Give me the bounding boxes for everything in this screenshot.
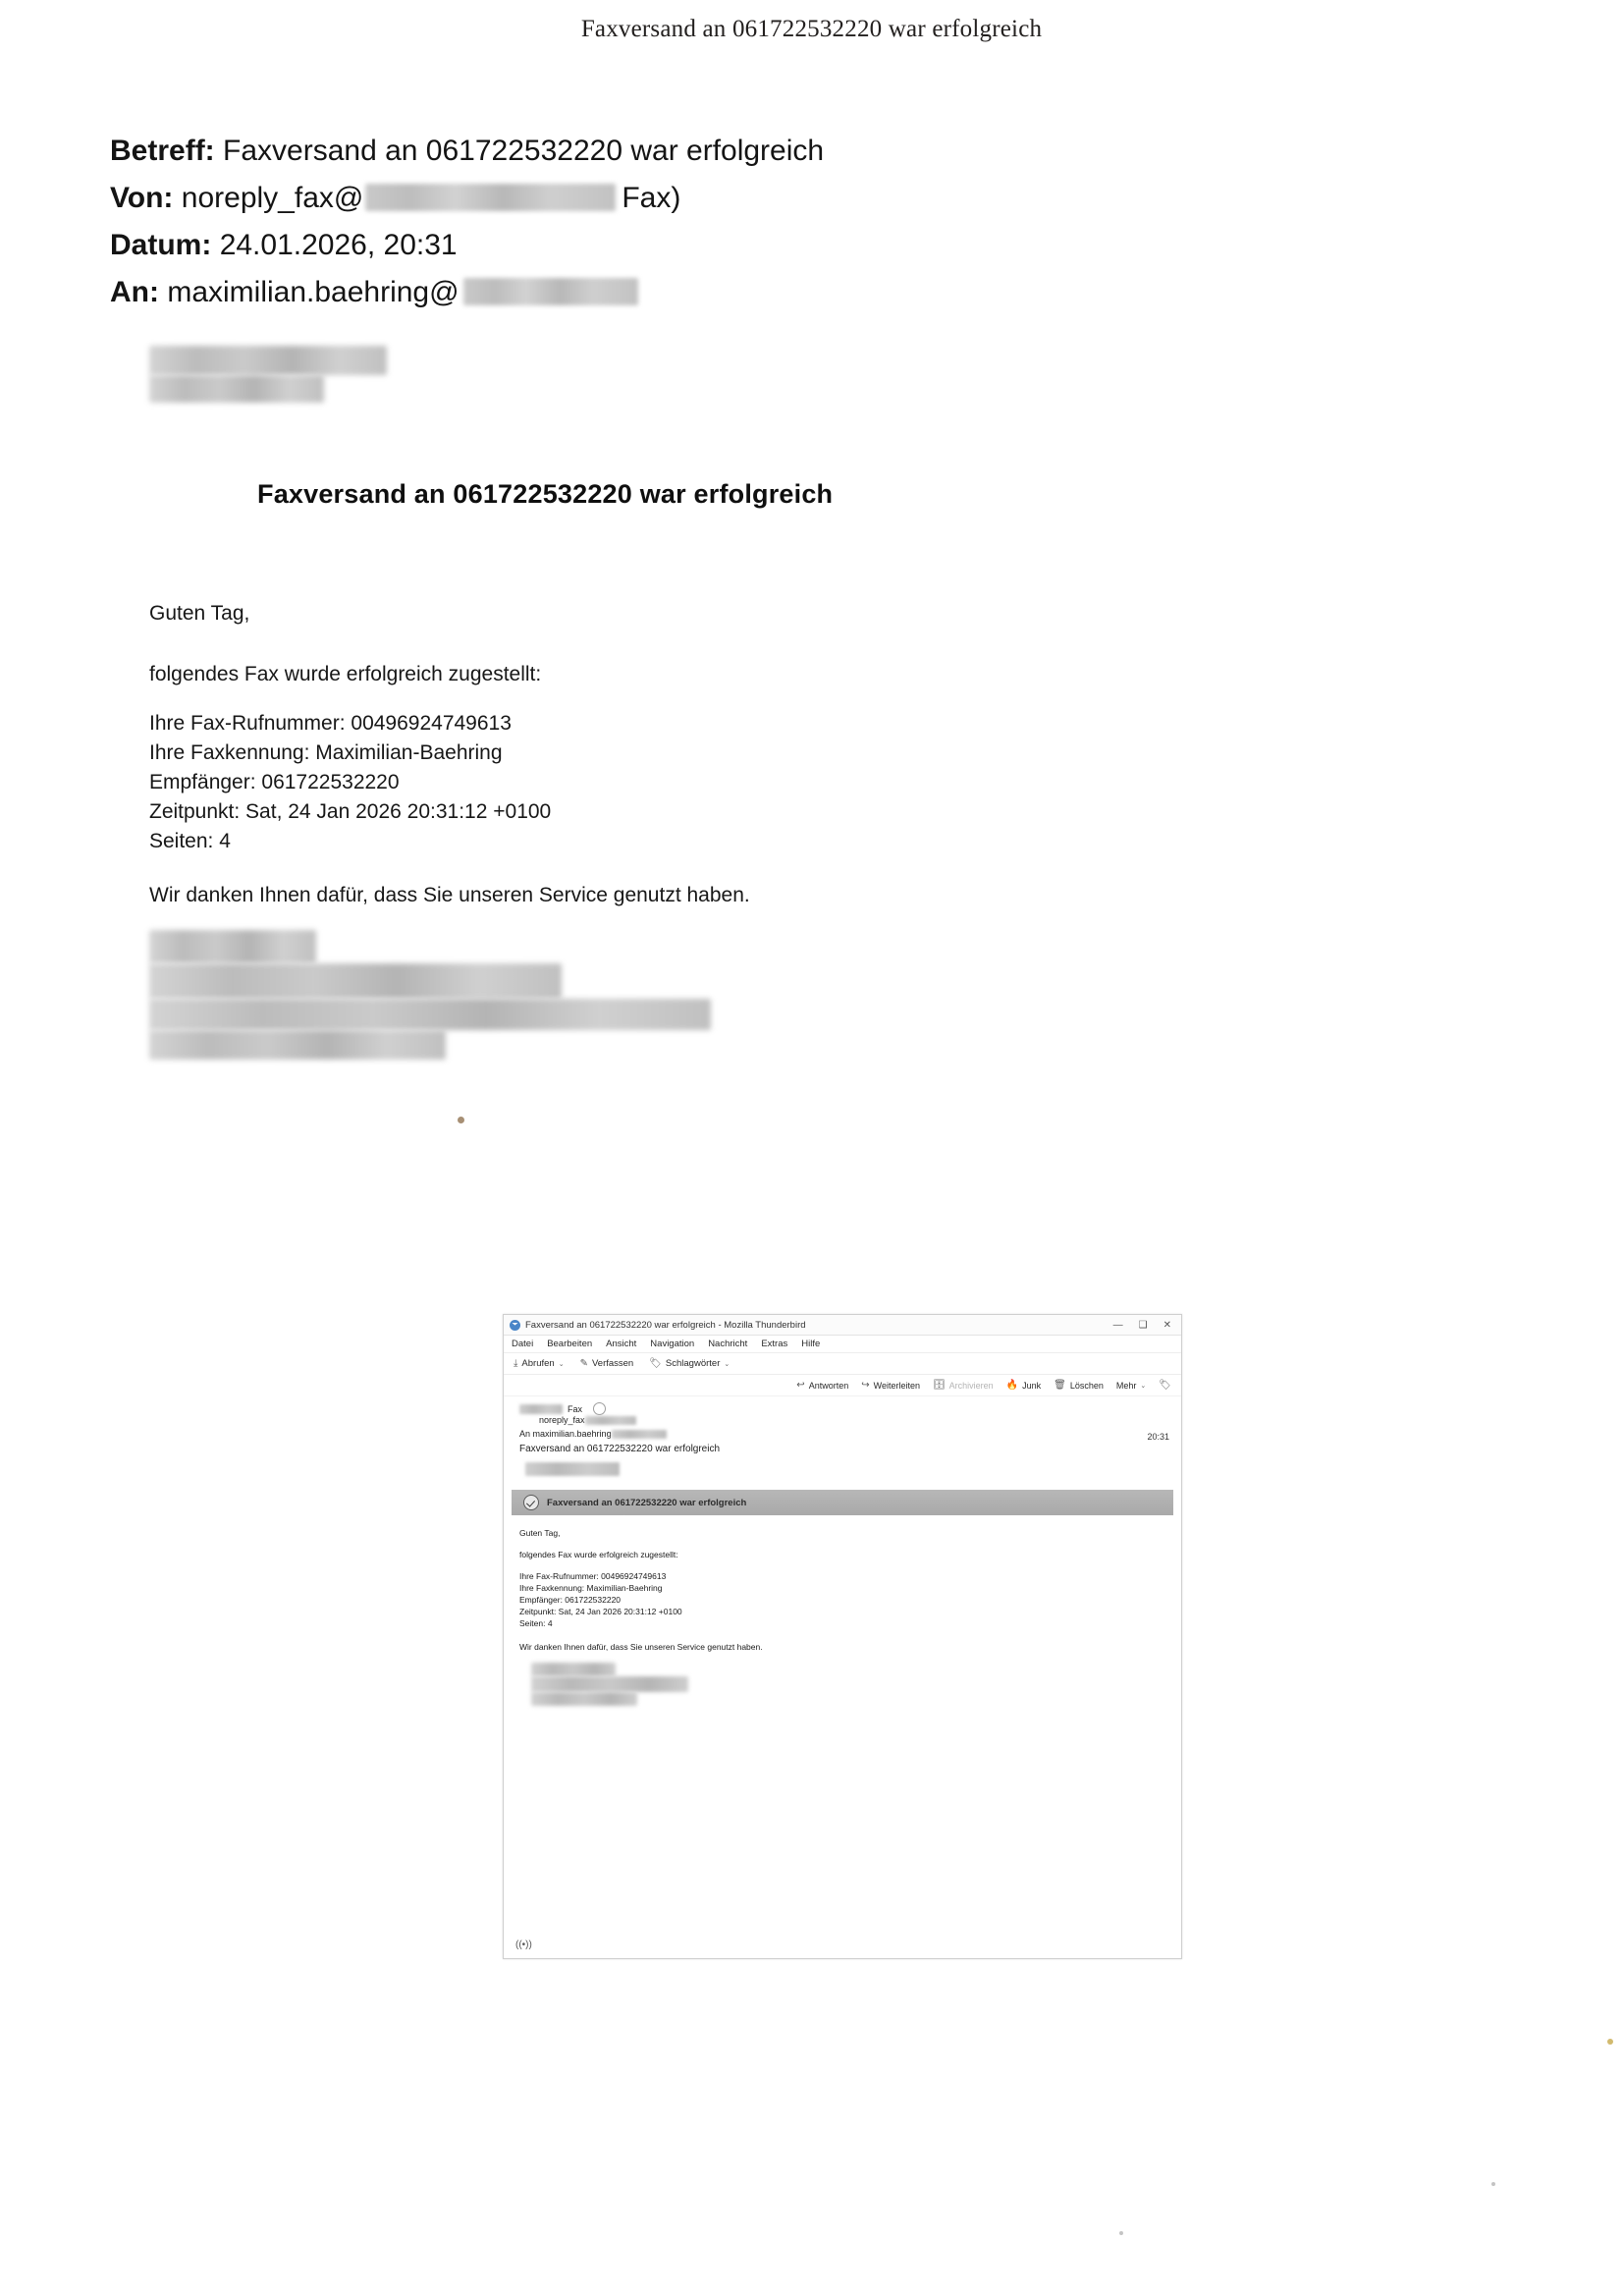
to-label-small: An — [519, 1429, 531, 1440]
window-title: Faxversand an 061722532220 war erfolgreich - Mozilla Thunderbird — [525, 1319, 806, 1331]
header-row-from — [110, 175, 1239, 222]
check-circle-icon — [523, 1495, 539, 1510]
header-row-date — [110, 222, 1239, 269]
body-detail-fax-id: Ihre Faxkennung: Maximilian-Baehring — [519, 1583, 663, 1594]
junk-button[interactable] — [1006, 1380, 1041, 1391]
menu-nachricht[interactable]: Nachricht — [708, 1339, 748, 1349]
message-intro: folgendes Fax wurde erfolgreich zugestellt: — [149, 663, 542, 685]
delete-button[interactable] — [1054, 1380, 1104, 1391]
menu-navigation[interactable]: Navigation — [650, 1339, 695, 1349]
window-titlebar — [504, 1315, 1181, 1336]
junk-label: Junk — [1022, 1380, 1042, 1391]
sender-address-row — [519, 1415, 1171, 1425]
sender-row — [519, 1402, 1171, 1415]
redaction-footer-line-3 — [149, 999, 711, 1030]
redaction-footer-line-1 — [149, 930, 316, 963]
redaction-footer-line-4 — [149, 1030, 446, 1060]
page-print-header: Faxversand an 061722532220 war erfolgreich — [580, 16, 1043, 42]
body-detail-timestamp: Zeitpunkt: Sat, 24 Jan 2026 20:31:12 +0100 — [519, 1607, 682, 1617]
close-button[interactable]: ✕ — [1163, 1319, 1171, 1331]
toolbar-schlagwoerter-button[interactable] — [649, 1358, 730, 1369]
sender-name: Fax — [568, 1403, 583, 1414]
pencil-icon: ✎ — [579, 1358, 588, 1369]
reply-label: Antworten — [808, 1380, 849, 1391]
message-header-zone — [504, 1396, 1181, 1458]
mail-header-block — [110, 128, 1239, 316]
header-redaction-zone — [504, 1458, 1181, 1480]
redaction-body-top — [525, 1462, 620, 1476]
date-label: Datum: — [110, 229, 212, 261]
body-detail-recipient: Empfänger: 061722532220 — [519, 1595, 622, 1606]
redaction-sender-domain — [585, 1416, 636, 1425]
from-value: noreply_fax@ — [181, 182, 364, 214]
from-value-suffix: Fax) — [622, 182, 681, 214]
to-label: An: — [110, 276, 159, 308]
toolbar-schlagwoerter-label: Schlagwörter — [665, 1358, 721, 1369]
redaction-to-domain — [463, 278, 638, 305]
redaction-from-domain — [365, 184, 616, 211]
message-thanks: Wir danken Ihnen dafür, dass Sie unseren Service genutzt haben. — [149, 884, 750, 906]
redaction-signature-line-2 — [149, 375, 324, 403]
toolbar-verfassen-button[interactable] — [580, 1358, 634, 1369]
message-subject: Faxversand an 061722532220 war erfolgreich — [519, 1444, 721, 1455]
scan-speck — [1607, 2039, 1613, 2045]
body-detail-fax-number: Ihre Fax-Rufnummer: 00496924749613 — [519, 1571, 667, 1582]
message-greeting: Guten Tag, — [149, 602, 250, 625]
subject-label: Betreff: — [110, 135, 215, 167]
body-details — [519, 1570, 1165, 1629]
forward-icon: ↪ — [861, 1380, 870, 1391]
banner-text: Faxversand an 061722532220 war erfolgreich — [547, 1497, 747, 1508]
redaction-footer-line-2 — [149, 963, 562, 999]
archive-label: Archivieren — [948, 1380, 994, 1391]
menu-datei[interactable]: Datei — [512, 1339, 534, 1349]
redaction-shot-footer-1 — [531, 1663, 616, 1676]
redaction-shot-footer-2 — [531, 1676, 688, 1692]
toolbar-verfassen-label: Verfassen — [591, 1358, 634, 1369]
tag-icon: 🏷 — [649, 1358, 662, 1369]
download-icon: ⤓ — [514, 1358, 518, 1369]
menu-bearbeiten[interactable]: Bearbeiten — [547, 1339, 593, 1349]
detail-fax-number: Ihre Fax-Rufnummer: 00496924749613 — [149, 712, 512, 735]
scan-speck — [458, 1117, 464, 1123]
tag-outline-icon[interactable]: 🏷 — [1159, 1380, 1171, 1391]
forward-label: Weiterleiten — [873, 1380, 920, 1391]
body-intro: folgendes Fax wurde erfolgreich zugestellt: — [519, 1550, 678, 1560]
menu-hilfe[interactable]: Hilfe — [801, 1339, 821, 1349]
menu-ansicht[interactable]: Ansicht — [606, 1339, 637, 1349]
message-details — [149, 709, 551, 856]
header-row-subject — [110, 128, 1239, 175]
flame-icon: 🔥 — [1005, 1380, 1019, 1391]
main-toolbar — [504, 1353, 1181, 1375]
thunderbird-screenshot — [503, 1314, 1182, 1959]
subject-value: Faxversand an 061722532220 war erfolgreich — [223, 135, 825, 167]
scan-speck — [1119, 2231, 1123, 2235]
trash-icon: 🗑 — [1054, 1380, 1066, 1391]
message-body — [504, 1515, 1181, 1706]
reply-button[interactable] — [796, 1380, 848, 1391]
thunderbird-icon — [510, 1320, 520, 1331]
to-value-small: maximilian.baehring — [532, 1429, 612, 1440]
archive-icon: 🗄 — [932, 1380, 946, 1391]
message-time: 20:31 — [1147, 1432, 1169, 1442]
chevron-down-icon[interactable]: ⌄ — [1140, 1382, 1147, 1390]
redaction-signature-line-1 — [149, 346, 387, 375]
redaction-sender-avatar — [519, 1404, 563, 1414]
more-button[interactable] — [1116, 1381, 1146, 1391]
detail-timestamp: Zeitpunkt: Sat, 24 Jan 2026 20:31:12 +0100 — [149, 800, 552, 823]
menu-extras[interactable]: Extras — [761, 1339, 788, 1349]
redaction-shot-footer-3 — [531, 1692, 637, 1706]
status-bar: ((•)) — [515, 1940, 532, 1950]
forward-button[interactable] — [861, 1380, 920, 1391]
from-label: Von: — [110, 182, 174, 214]
detail-pages: Seiten: 4 — [149, 830, 231, 852]
window-controls — [1113, 1320, 1177, 1331]
body-greeting: Guten Tag, — [519, 1528, 561, 1539]
chevron-down-icon[interactable]: ⌄ — [724, 1360, 730, 1368]
sender-address: noreply_fax — [539, 1415, 585, 1425]
redaction-recipient-domain — [612, 1430, 667, 1439]
body-thanks: Wir danken Ihnen dafür, dass Sie unseren Service genutzt haben. — [519, 1642, 763, 1653]
more-label: Mehr — [1115, 1380, 1137, 1391]
menu-bar — [504, 1336, 1181, 1353]
date-value: 24.01.2026, 20:31 — [219, 229, 458, 261]
reply-icon: ↩ — [796, 1380, 805, 1391]
header-row-to — [110, 269, 1239, 316]
maximize-button[interactable]: ❑ — [1138, 1319, 1148, 1331]
to-value: maximilian.baehring@ — [167, 276, 460, 308]
scan-speck — [1491, 2182, 1495, 2186]
detail-recipient: Empfänger: 061722532220 — [149, 771, 400, 793]
status-banner — [512, 1490, 1173, 1515]
message-action-bar — [504, 1375, 1181, 1396]
detail-fax-id: Ihre Faxkennung: Maximilian-Baehring — [149, 741, 503, 764]
toolbar-abrufen-label: Abrufen — [521, 1358, 555, 1369]
chevron-down-icon[interactable]: ⌄ — [558, 1360, 565, 1368]
avatar — [593, 1402, 606, 1415]
body-detail-pages: Seiten: 4 — [519, 1618, 553, 1629]
recipient-row — [519, 1429, 1171, 1439]
delete-label: Löschen — [1069, 1380, 1104, 1391]
minimize-button[interactable]: — — [1112, 1319, 1123, 1331]
archive-button — [933, 1380, 994, 1391]
toolbar-abrufen-button[interactable] — [514, 1358, 565, 1369]
message-title: Faxversand an 061722532220 war erfolgreich — [257, 479, 834, 509]
